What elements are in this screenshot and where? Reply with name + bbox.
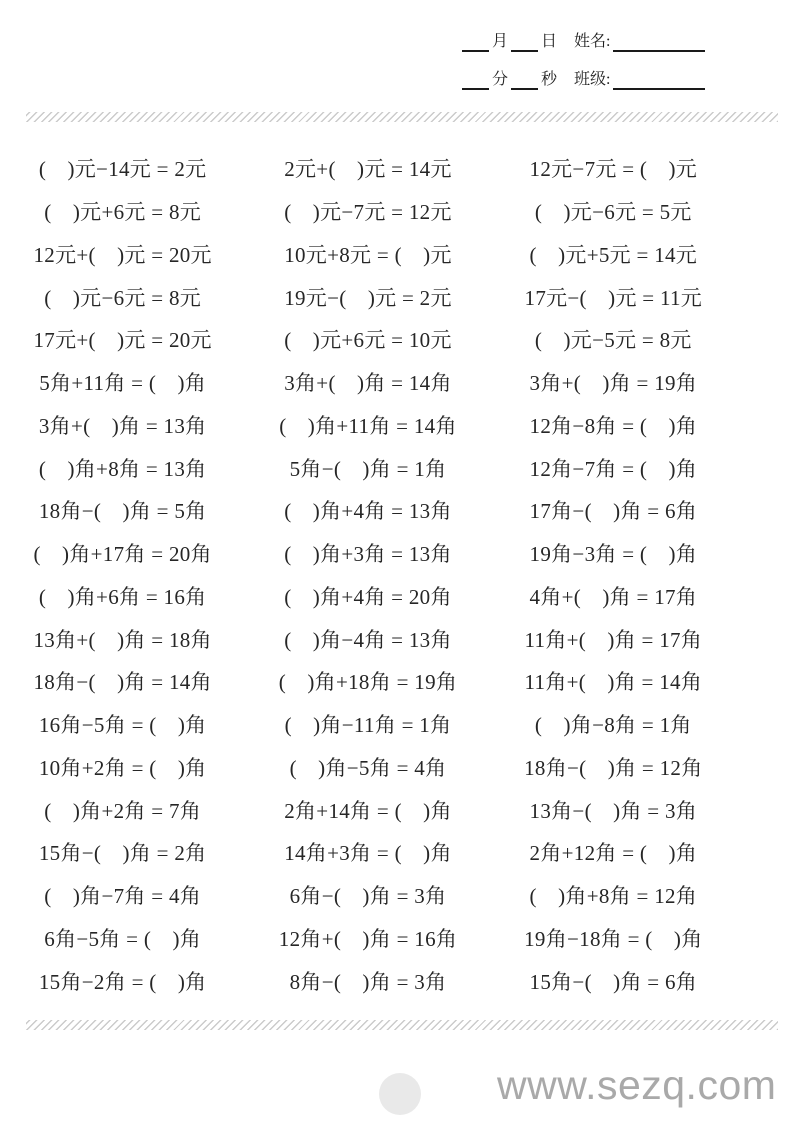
problem: ( )元−7元 = 12元 — [284, 200, 452, 225]
problem: 3角+( )角 = 13角 — [38, 413, 207, 438]
problem: 14角+3角 = ( )角 — [284, 841, 452, 866]
top-divider — [26, 112, 778, 122]
problem: ( )元−6元 = 8元 — [44, 285, 202, 310]
problem: ( )角+17角 = 20角 — [33, 542, 212, 567]
problem: 8角−( )角 = 3角 — [289, 969, 447, 994]
class-label: 班级: — [574, 71, 611, 88]
problem: 12角+( )角 = 16角 — [278, 926, 458, 951]
time-row — [462, 68, 742, 90]
problem: ( )角+2角 = 7角 — [44, 798, 202, 823]
problem: ( )角−4角 = 13角 — [284, 627, 452, 652]
problem: ( )角+3角 = 13角 — [284, 542, 452, 567]
problem: 2角+12角 = ( )角 — [529, 841, 698, 866]
name-blank — [613, 32, 705, 52]
problem: ( )元−5元 = 8元 — [534, 328, 692, 353]
problem: 12元+( )元 = 20元 — [33, 242, 212, 267]
problems-grid — [0, 147, 736, 1002]
month-label: 月 — [492, 33, 509, 50]
problem: 4角+( )角 = 17角 — [529, 584, 698, 609]
problem: 3角+( )角 = 19角 — [529, 371, 698, 396]
problem: 10角+2角 = ( )角 — [38, 755, 207, 780]
problem: 6角−( )角 = 3角 — [289, 884, 447, 909]
problem: 6角−5角 = ( )角 — [44, 926, 202, 951]
problem: 11角+( )角 = 17角 — [524, 627, 703, 652]
problem: 17元+( )元 = 20元 — [33, 328, 212, 353]
bottom-divider — [26, 1020, 778, 1030]
month-blank — [462, 32, 489, 52]
problem: ( )元+5元 = 14元 — [529, 242, 698, 267]
problem: 15角−( )角 = 2角 — [38, 841, 207, 866]
problem: 5角+11角 = ( )角 — [39, 371, 207, 396]
day-blank — [511, 32, 538, 52]
problem: ( )元+6元 = 10元 — [284, 328, 452, 353]
day-label: 日 — [541, 33, 558, 50]
problem: 19角−18角 = ( )角 — [524, 926, 703, 951]
watermark-text: www.sezq.com — [497, 1062, 777, 1108]
problem: ( )角+4角 = 20角 — [284, 584, 452, 609]
problem: 15角−2角 = ( )角 — [38, 969, 207, 994]
date-row — [462, 30, 742, 52]
problem: ( )角+8角 = 13角 — [38, 456, 207, 481]
problem: 12元−7元 = ( )元 — [529, 157, 698, 182]
second-label: 秒 — [541, 71, 558, 88]
problem: ( )角+4角 = 13角 — [284, 499, 452, 524]
class-blank — [613, 70, 705, 90]
problem: ( )角−8角 = 1角 — [534, 713, 692, 738]
watermark-circle — [379, 1073, 421, 1115]
problem: ( )角−5角 = 4角 — [289, 755, 447, 780]
problem: ( )元−14元 = 2元 — [38, 157, 207, 182]
problem: 13角−( )角 = 3角 — [529, 798, 698, 823]
problem: 17角−( )角 = 6角 — [529, 499, 698, 524]
problem: 19角−3角 = ( )角 — [529, 542, 698, 567]
problem: 18角−( )角 = 14角 — [33, 670, 212, 695]
problem: ( )元+6元 = 8元 — [44, 200, 202, 225]
problem: 2元+( )元 = 14元 — [284, 157, 452, 182]
problem: 11角+( )角 = 14角 — [524, 670, 703, 695]
problem: ( )角+18角 = 19角 — [278, 670, 458, 695]
name-label: 姓名: — [574, 33, 611, 50]
problem: 5角−( )角 = 1角 — [289, 456, 447, 481]
problem: ( )角+11角 = 14角 — [279, 413, 457, 438]
problem: 3角+( )角 = 14角 — [284, 371, 452, 396]
problem: ( )角−11角 = 1角 — [284, 713, 452, 738]
second-blank — [511, 70, 538, 90]
problem: 17元−( )元 = 11元 — [524, 285, 703, 310]
problem: 18角−( )角 = 5角 — [38, 499, 207, 524]
problem: 18角−( )角 = 12角 — [524, 755, 703, 780]
problem: 13角+( )角 = 18角 — [33, 627, 212, 652]
problem: ( )角−7角 = 4角 — [44, 884, 202, 909]
problem: 16角−5角 = ( )角 — [38, 713, 207, 738]
problem: 19元−( )元 = 2元 — [284, 285, 452, 310]
minute-label: 分 — [492, 71, 509, 88]
problem: ( )角+6角 = 16角 — [38, 584, 207, 609]
header — [462, 30, 742, 106]
problem: ( )元−6元 = 5元 — [534, 200, 692, 225]
problem: 12角−7角 = ( )角 — [529, 456, 698, 481]
problem: ( )角+8角 = 12角 — [529, 884, 698, 909]
problem: 10元+8元 = ( )元 — [284, 242, 452, 267]
problem: 12角−8角 = ( )角 — [529, 413, 698, 438]
problem: 2角+14角 = ( )角 — [284, 798, 452, 823]
minute-blank — [462, 70, 489, 90]
problem: 15角−( )角 = 6角 — [529, 969, 698, 994]
